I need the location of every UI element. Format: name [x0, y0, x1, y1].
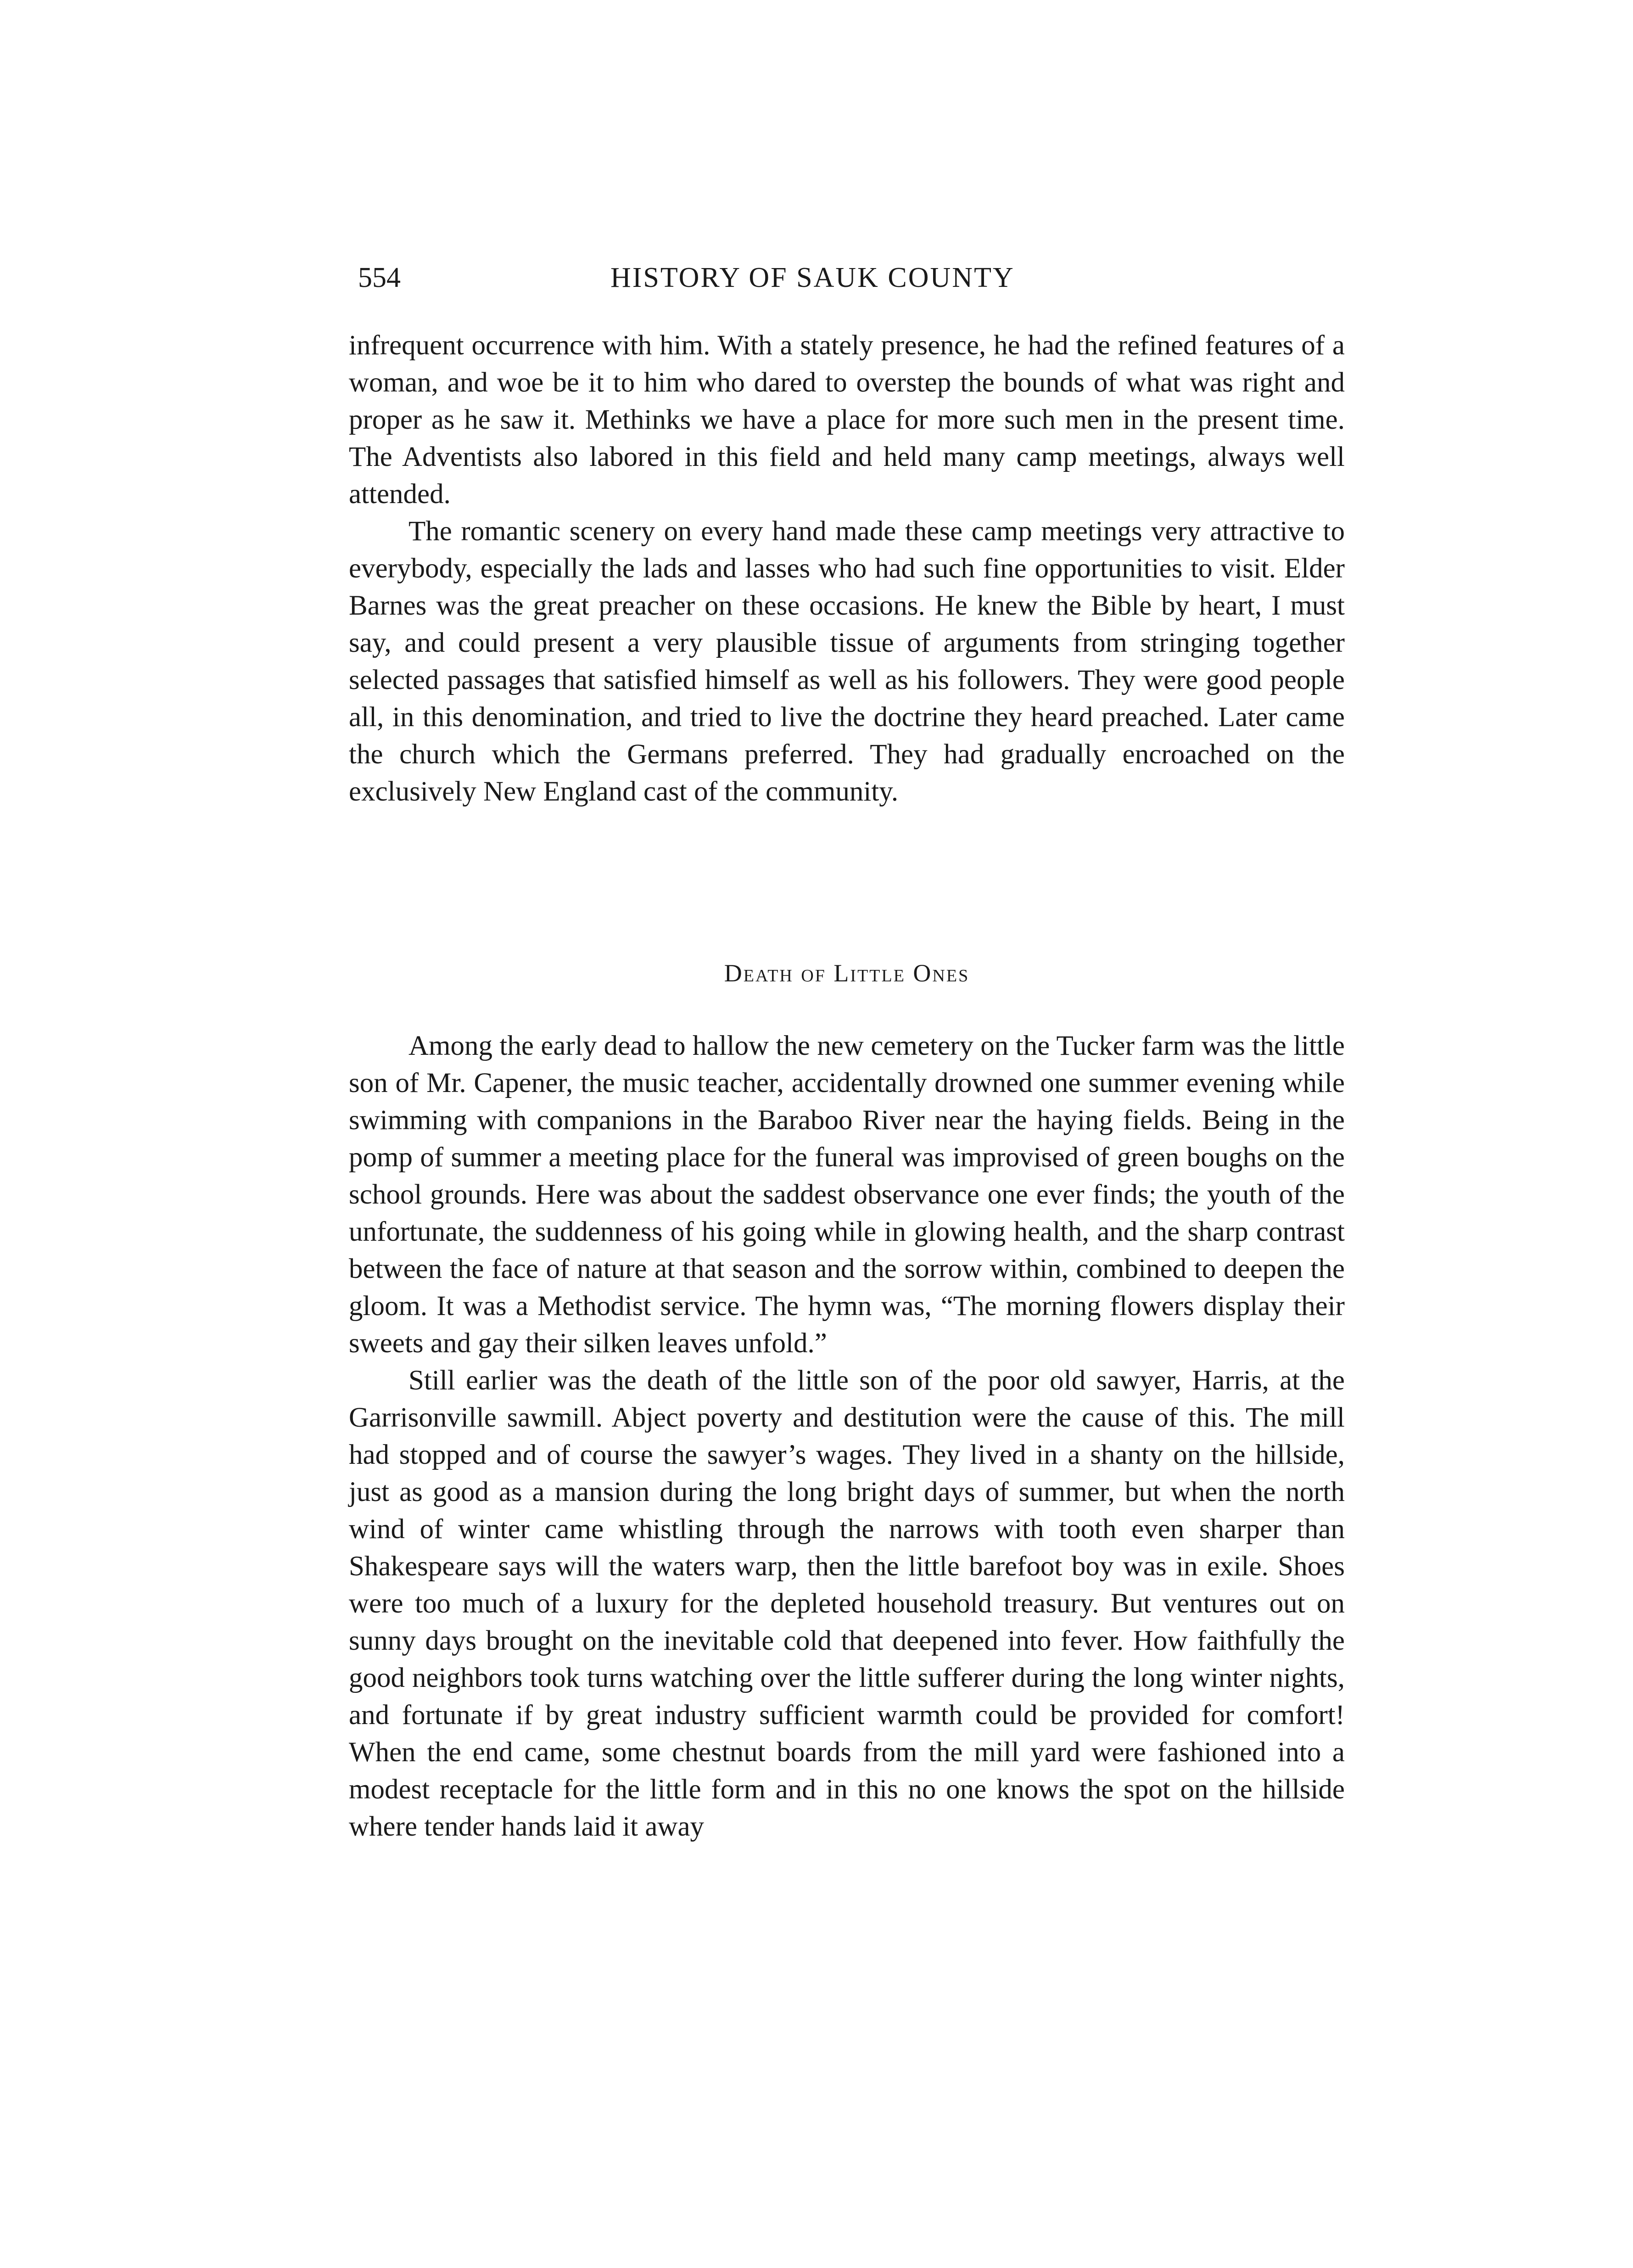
section-heading: Death of Little Ones: [724, 959, 970, 987]
page-number: 554: [358, 262, 401, 293]
text-block-bottom: [349, 1027, 1345, 1845]
paragraph-camp-meetings: The romantic scenery on every hand made these camp meetings very attractive to everybody, especially the lads and lasses who had such fine opportunities to visit. Elder Barnes was the great preacher on these occasions. He knew the Bible by heart, I must say, and could present a very plausible tissue of arguments from stringing together selected passages that satisfied himself as well as his followers. They were good people all, in this denomination, and tried to live the doctrine they heard preached. Later came the church which the Germans preferred. They had gradually encroached on the exclusively New England cast of the community.: [349, 516, 1345, 807]
page-header: [358, 257, 1345, 298]
text-block-top: [349, 327, 1345, 810]
paragraph-capener-son: Among the early dead to hallow the new cemetery on the Tucker farm was the little son of Mr. Capener, the music teacher, accidentally drowned one summer evening while swimming with companions in the Baraboo River near the haying fields. Being in the pomp of summer a meeting place for the funeral was improvised of green boughs on the school grounds. Here was about the saddest observance one ever finds; the youth of the unfortunate, the suddenness of his going while in glowing health, and the sharp contrast between the face of nature at that season and the sorrow within, combined to deepen the gloom. It was a Methodist service. The hymn was, “The morning flowers display their sweets and gay their silken leaves unfold.”: [349, 1030, 1345, 1359]
paragraph-continued: infrequent occurrence with him. With a stately presence, he had the refined features of a woman, and woe be it to him who dared to overstep the bounds of what was right and proper as he saw it. Methinks we have a place for more such men in the present time. The Adventists also labored in this field and held many camp meetings, always well attended.: [349, 330, 1345, 510]
paragraph-harris-son: Still earlier was the death of the little son of the poor old sawyer, Harris, at the Garrisonville sawmill. Abject poverty and destitution were the cause of this. The mill had stopped and of course the sawyer’s wages. They lived in a shanty on the hillside, just as good as a mansion during the long bright days of summer, but when the north wind of winter came whistling through the narrows with tooth even sharper than Shakespeare says will the waters warp, then the little barefoot boy was in exile. Shoes were too much of a luxury for the depleted household treasury. But ventures out on sunny days brought on the inevitable cold that deepened into fever. How faithfully the good neighbors took turns watching over the little sufferer during the long winter nights, and fortunate if by great industry sufficient warmth could be provided for comfort! When the end came, some chestnut boards from the mill yard were fashioned into a modest receptacle for the little form and in this no one knows the spot on the hillside where tender hands laid it away: [349, 1365, 1345, 1842]
running-title: HISTORY OF SAUK COUNTY: [610, 262, 1015, 293]
